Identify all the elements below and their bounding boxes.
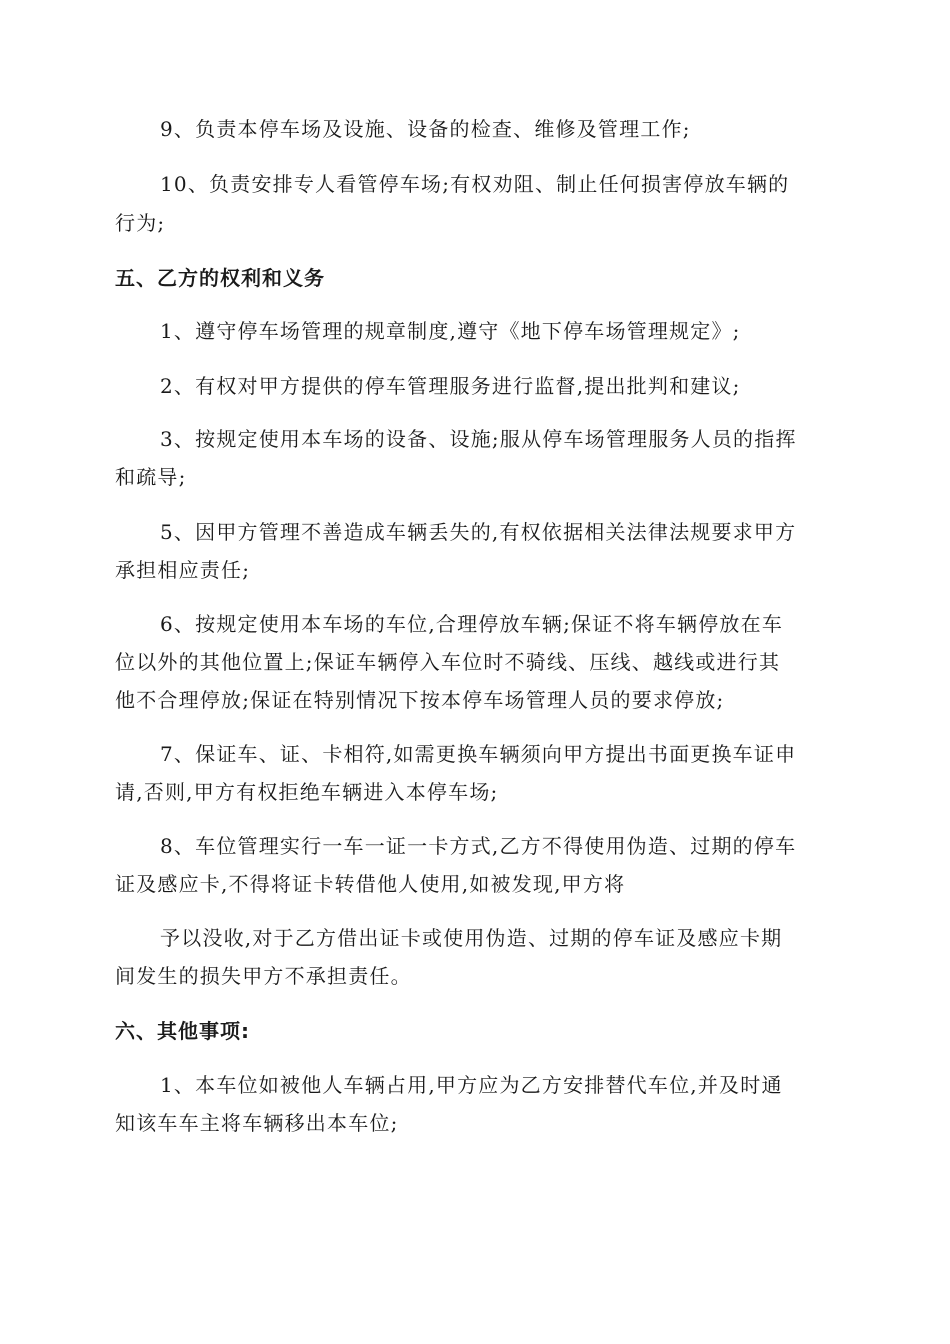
clause-10-cont: 行为;: [115, 211, 166, 235]
clause-b8: 8、车位管理实行一车一证一卡方式,乙方不得使用伪造、过期的停车: [160, 834, 797, 858]
clause-b6-cont-1: 位以外的其他位置上;保证车辆停入车位时不骑线、压线、越线或进行其: [115, 650, 781, 674]
clause-c1: 1、本车位如被他人车辆占用,甲方应为乙方安排替代车位,并及时通: [160, 1073, 783, 1097]
clause-b3: 3、按规定使用本车场的设备、设施;服从停车场管理服务人员的指挥: [160, 427, 797, 451]
clause-b6-cont-2: 他不合理停放;保证在特别情况下按本停车场管理人员的要求停放;: [115, 688, 725, 712]
clause-b7: 7、保证车、证、卡相符,如需更换车辆须向甲方提出书面更换车证申: [160, 742, 797, 766]
clause-b8-para2: 予以没收,对于乙方借出证卡或使用伪造、过期的停车证及感应卡期: [160, 926, 783, 950]
clause-b7-cont: 请,否则,甲方有权拒绝车辆进入本停车场;: [115, 780, 499, 804]
clause-b5-cont: 承担相应责任;: [115, 558, 251, 582]
clause-b2: 2、有权对甲方提供的停车管理服务进行监督,提出批判和建议;: [160, 374, 741, 398]
section-heading-5: 五、乙方的权利和义务: [115, 266, 325, 290]
clause-b6: 6、按规定使用本车场的车位,合理停放车辆;保证不将车辆停放在车: [160, 612, 784, 636]
section-heading-6: 六、其他事项:: [115, 1019, 250, 1043]
clause-b5: 5、因甲方管理不善造成车辆丢失的,有权依据相关法律法规要求甲方: [160, 520, 797, 544]
clause-c1-cont: 知该车车主将车辆移出本车位;: [115, 1111, 399, 1135]
clause-b8-cont: 证及感应卡,不得将证卡转借他人使用,如被发现,甲方将: [115, 872, 626, 896]
clause-b8-para2-cont: 间发生的损失甲方不承担责任。: [115, 964, 412, 988]
clause-b3-cont: 和疏导;: [115, 465, 187, 489]
clause-b1: 1、遵守停车场管理的规章制度,遵守《地下停车场管理规定》;: [160, 319, 741, 343]
clause-10: 10、负责安排专人看管停车场;有权劝阻、制止任何损害停放车辆的: [160, 172, 790, 196]
clause-9: 9、负责本停车场及设施、设备的检查、维修及管理工作;: [160, 117, 691, 141]
